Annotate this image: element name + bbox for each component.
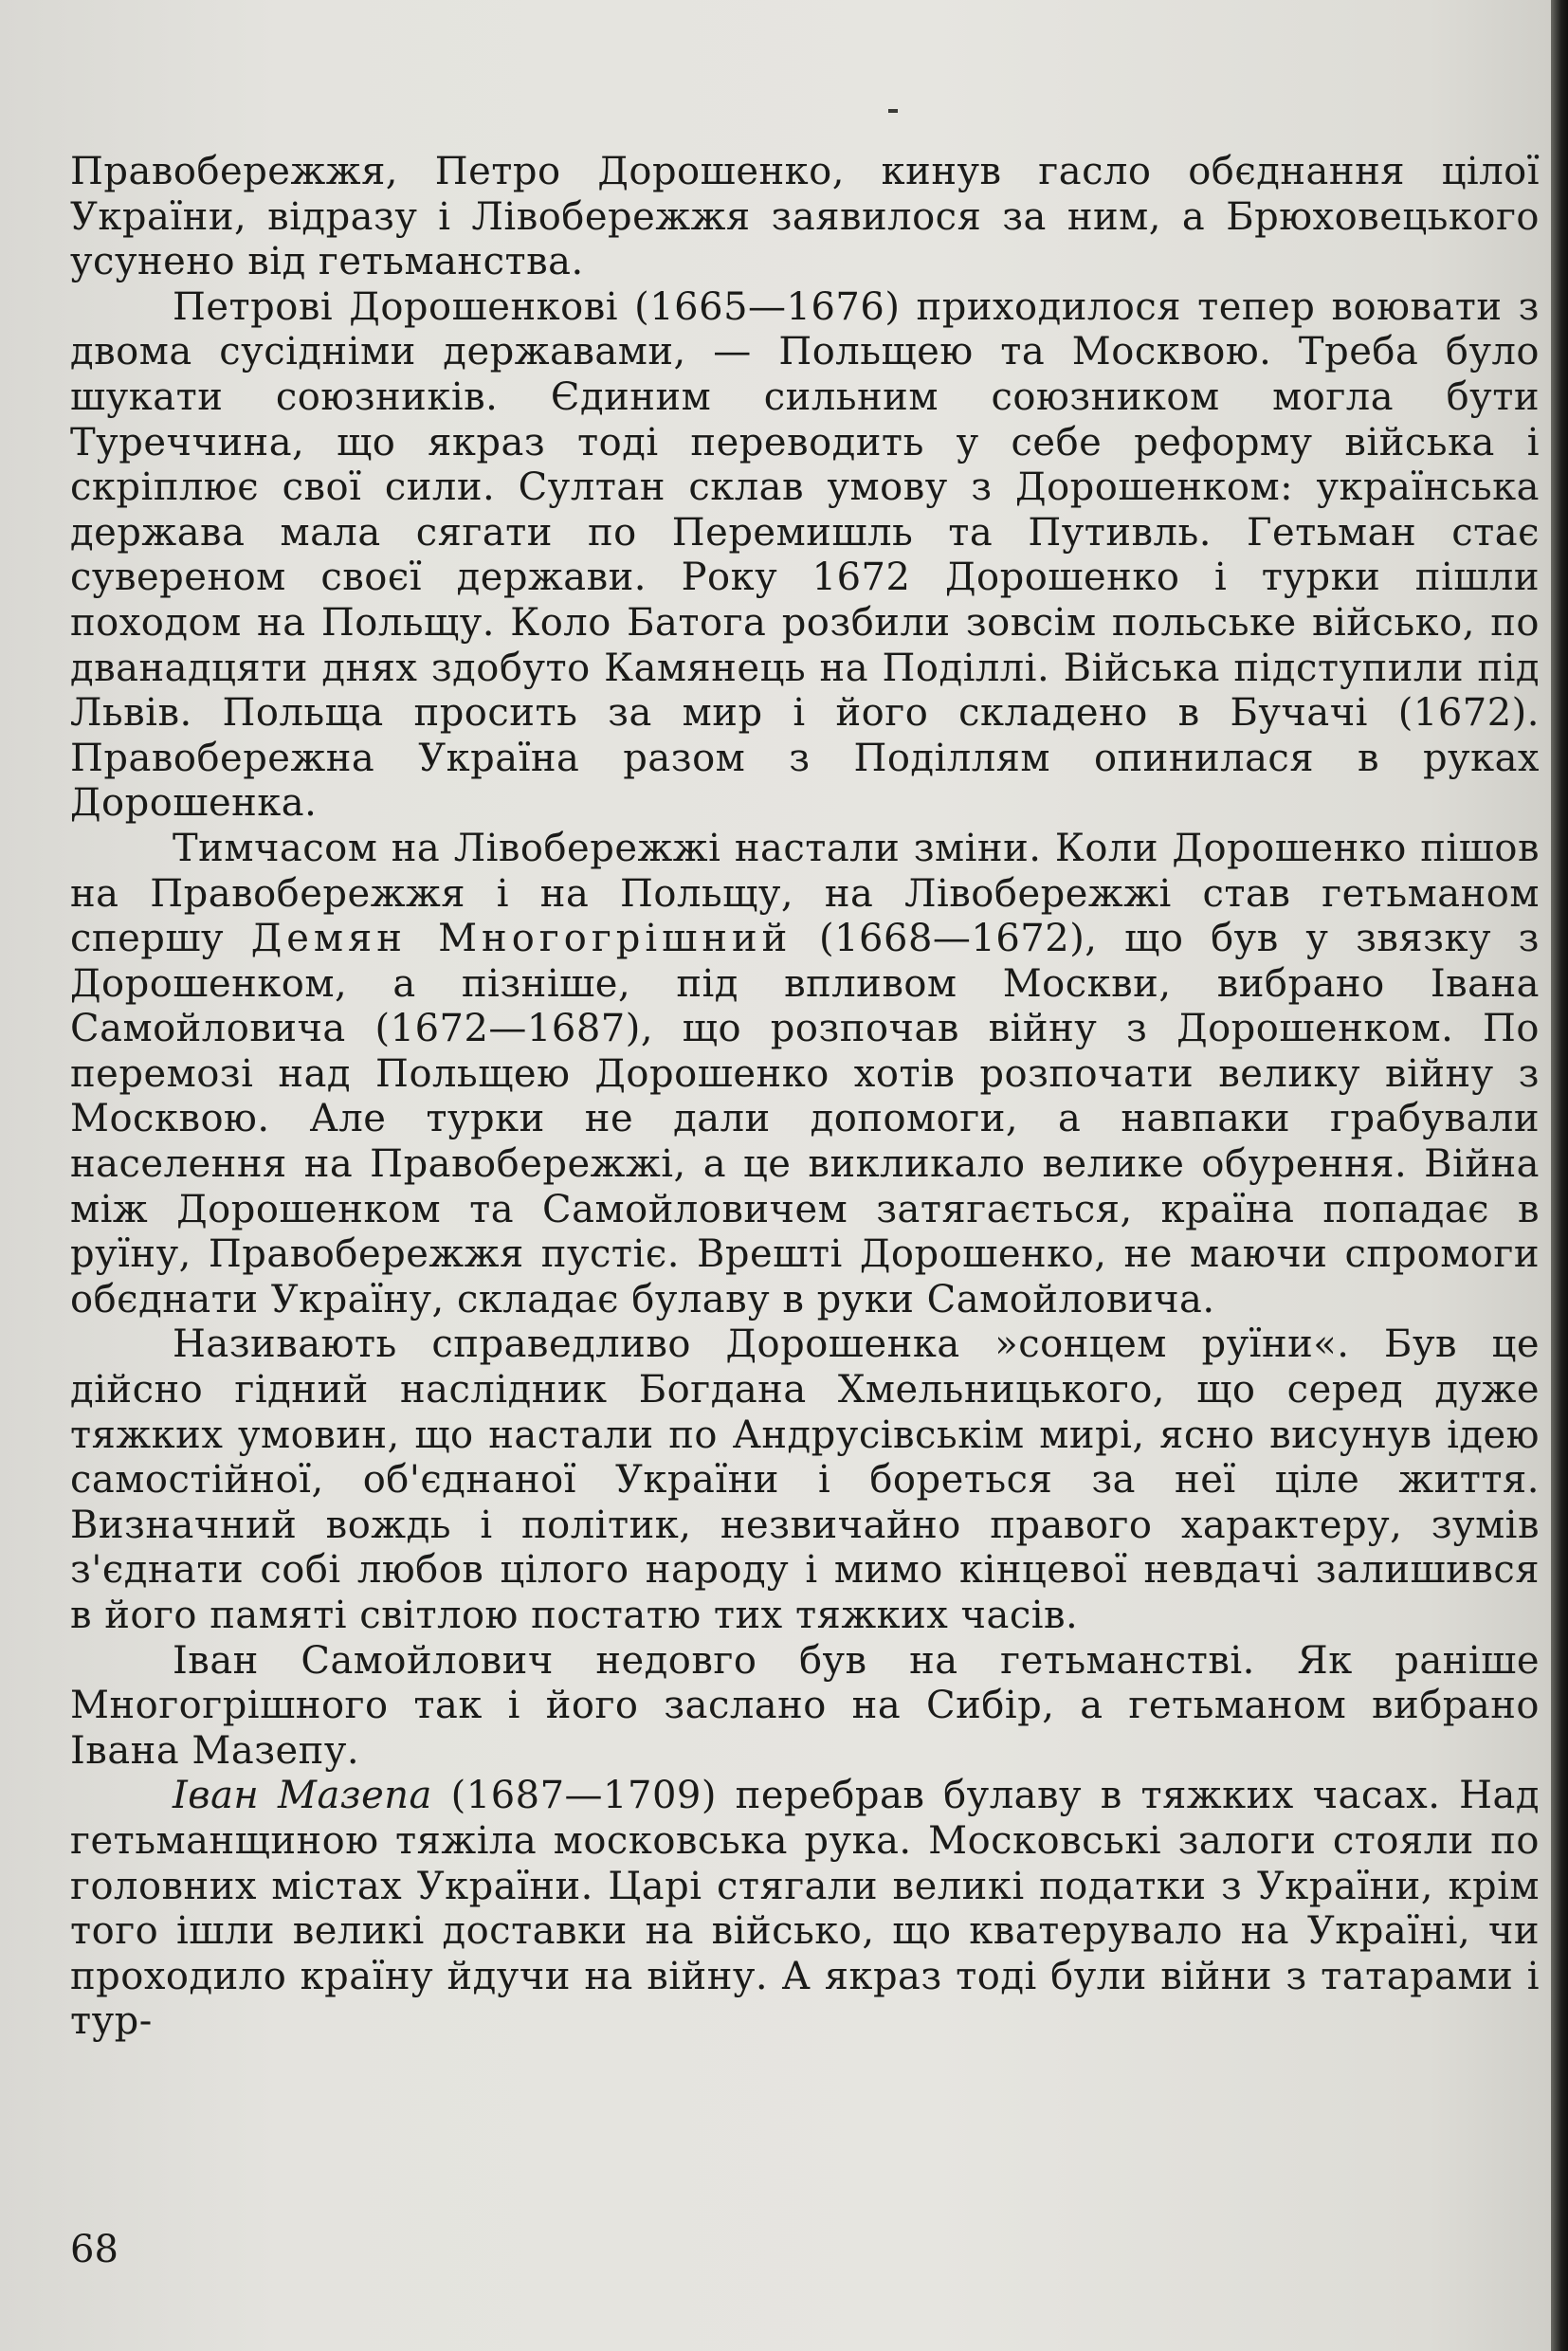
paragraph [70,1639,1540,1775]
top-print-mark [888,109,898,113]
paragraph [70,150,1540,285]
paragraph [70,827,1540,1323]
text-run: (1668—1672), що був у звязку з Дорошенком, а пізніше, під впливом Москви, вибрано Івана Самойловича (1672—1687), що розпочав війну з Дорошенком. По перемозі над Польщею Дорошенко хотів розпочати велику війну з Москвою. Але турки не дали допомоги, а навпаки грабували населення на Правобережжі, а це викликало велике обурення. Війна між Дорошенком та Самойловичем затягається, країна попадає в руїну, Правобережжя пустіє. Врешті Дорошенко, не маючи спромоги обєднати Україну, складає булаву в руки Самойловича. [70,917,1540,1321]
paragraph [70,1322,1540,1638]
paragraph [70,1774,1540,2045]
text-run: Правобережжя, Петро Дорошенко, кинув гасло обєднання цілої України, відразу і Лівобережжя заявилося за ним, а Брюховецького усунено від гетьманства. [70,150,1540,284]
text-run: Іван Самойлович недовго був на гетьманстві. Як раніше Многогрішного так і його заслано на Сибір, а гетьманом вибрано Івана Мазепу. [70,1638,1540,1773]
text-run: Називають справедливо Дорошенка »сонцем руїни«. Був це дійсно гідний наслідник Богдана Хмельницького, що серед дуже тяжких умовин, що настали по Андрусівськім мирі, ясно висунув ідею самостійної, об'єднаної України і бореться за неї ціле життя. Визначний вождь і політик, незвичайно правого характеру, зумів з'єднати собі любов цілого народу і мимо кінцевої невдачі залишився в його памяті світлою постатю тих тяжких часів. [70,1322,1540,1637]
text-run: (1687—1709) перебрав булаву в тяжких часах. Над гетьманщиною тяжіла московська рука. Московські залоги стояли по головних містах України. Царі стягали великі податки з України, крім того ішли великі доставки на військо, що кватерувало на Україні, чи проходило країну йдучи на війну. А якраз тоді були війни з татарами і тур- [70,1774,1540,2044]
page-number: 68 [70,2228,119,2271]
spaced-name: Демян Многогрішний [250,917,793,961]
paragraph [70,285,1540,827]
body-text [70,150,1540,2045]
page-edge-shadow [1551,0,1568,2351]
italic-name: Іван Мазепа [173,1774,432,1818]
text-run: Тимчасом на Лівобережжі настали зміни. Коли Дорошенко пішов на Правобережжя і на Польщу, на Лівобережжі став гетьманом спершу [70,826,1540,961]
text-run: Петрові Дорошенкові (1665—1676) приходилося тепер воювати з двома сусідніми державами, — Польщею та Москвою. Треба було шукати союзників. Єдиним сильним союзником могла бути Туреччина, що якраз тоді переводить у себе реформу війська і скріплює свої сили. Султан склав умову з Дорошенком: українська держава мала сягати по Перемишль та Путивль. Гетьман стає сувереном своєї держави. Року 1672 Дорошенко і турки пішли походом на Польщу. Коло Батога розбили зовсім польське військо, по дванадцяти днях здобуто Камянець на Поділлі. Війська підступили під Львів. Польща просить за мир і його складено в Бучачі (1672). Правобережна Україна разом з Поділлям опинилася в руках Дорошенка. [70,284,1540,826]
